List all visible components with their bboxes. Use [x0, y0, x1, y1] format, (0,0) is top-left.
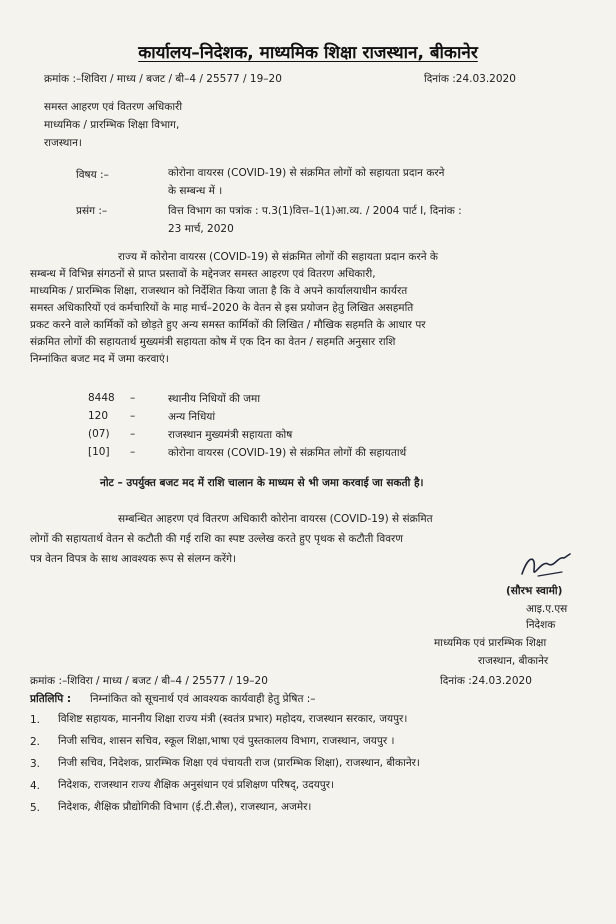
reference-line-2: 23 मार्च, 2020 — [168, 223, 234, 235]
copy-item-number: 5. — [30, 802, 41, 814]
copy-item-text: विशिष्ट सहायक, माननीय शिक्षा राज्य मंत्री (स्वतंत्र प्रभार) महोदय, राजस्थान सरकार, जयपुर। — [58, 713, 408, 725]
budget-dash: – — [130, 410, 136, 422]
copy-item-number: 2. — [30, 736, 41, 748]
signatory-place: राजस्थान, बीकानेर — [478, 655, 549, 667]
budget-text: राजस्थान मुख्यमंत्री सहायता कोष — [168, 429, 293, 441]
subject-line-1: कोरोना वायरस (COVID-19) से संक्रमित लोगों को सहायता प्रदान करने — [168, 167, 445, 179]
copy-reference-number: क्रमांक :–शिविरा / माध्य / बजट / बी–4 / 25577 / 19–20 — [30, 675, 268, 687]
reference-number: क्रमांक :–शिविरा / माध्य / बजट / बी–4 / 25577 / 19–20 — [44, 73, 282, 85]
reference-line-1: वित्त विभाग का पत्रांक : प.3(1)वित्त–1(1)आ.व्य. / 2004 पार्ट I, दिनांक : — [168, 205, 462, 217]
copy-item-number: 1. — [30, 714, 41, 726]
budget-code: [10] — [88, 446, 110, 458]
copy-item-text: निजी सचिव, निदेशक, प्रारम्भिक शिक्षा एवं पंचायती राज (प्रारम्भिक शिक्षा), राजस्थान, बीकानेर। — [58, 757, 420, 769]
signatory-office: माध्यमिक एवं प्रारम्भिक शिक्षा — [434, 637, 547, 649]
copy-item-text: निजी सचिव, शासन सचिव, स्कूल शिक्षा,भाषा एवं पुस्तकालय विभाग, राजस्थान, जयपुर । — [58, 735, 395, 747]
body-line-1: राज्य में कोरोना वायरस (COVID-19) से संक्रमित लोगों की सहायता प्रदान करने के — [118, 251, 438, 263]
copy-item-text: निदेशक, राजस्थान राज्य शैक्षिक अनुसंधान एवं प्रशिक्षण परिषद्, उदयपुर। — [58, 779, 335, 791]
body-line-7: निम्नांकित बजट मद में जमा करवाएं। — [30, 353, 169, 365]
signature-mark — [518, 550, 574, 582]
budget-text: अन्य निधियां — [168, 411, 216, 423]
budget-dash: – — [130, 392, 136, 404]
body-line-2: सम्बन्ध में विभिन्न संगठनों से प्राप्त प्रस्तावों के मद्देनजर समस्त आहरण एवं वितरण अधिकारी, — [30, 268, 376, 280]
recipient-line-2: माध्यमिक / प्रारम्भिक शिक्षा विभाग, — [44, 119, 180, 131]
budget-code: 8448 — [88, 392, 115, 404]
budget-text: कोरोना वायरस (COVID-19) से संक्रमित लोगों की सहायतार्थ — [168, 447, 407, 459]
note: नोट – उपर्युक्त बजट मद में राशि चालान के माध्यम से भी जमा करवाई जा सकती है। — [100, 477, 424, 489]
copy-item-text: निदेशक, शैक्षिक प्रौद्योगिकी विभाग (ई.टी.सैल), राजस्थान, अजमेर। — [58, 801, 312, 813]
copy-heading-label: प्रतिलिपि : — [30, 693, 72, 705]
budget-code: 120 — [88, 410, 109, 422]
reference-label: प्रसंग :– — [76, 205, 108, 217]
budget-dash: – — [130, 428, 136, 440]
closing-line-3: पत्र वेतन विपत्र के साथ आवश्यक रूप से संलग्न करेंगे। — [30, 553, 237, 565]
closing-line-2: लोगों की सहायतार्थ वेतन से कटौती की गई राशि का स्पष्ट उल्लेख करते हुए पृथक से कटौती विवरण — [30, 533, 403, 545]
closing-line-1: सम्बन्धित आहरण एवं वितरण अधिकारी कोरोना वायरस (COVID-19) से संक्रमित — [118, 513, 433, 525]
signatory-name: (सौरभ स्वामी) — [506, 585, 563, 597]
copy-date: दिनांक :24.03.2020 — [440, 675, 532, 687]
body-line-3: माध्यमिक / प्रारम्भिक शिक्षा, राजस्थान को निर्देशित किया जाता है कि वे अपने कार्यालयाधीन कार्यरत — [30, 285, 408, 297]
budget-code: (07) — [88, 428, 110, 440]
budget-text: स्थानीय निधियों की जमा — [168, 393, 261, 405]
recipient-line-1: समस्त आहरण एवं वितरण अधिकारी — [44, 101, 183, 113]
office-title: कार्यालय–निदेशक, माध्यमिक शिक्षा राजस्थान, बीकानेर — [138, 43, 478, 63]
body-line-5: प्रकट करने वाले कार्मिकों को छोड़ते हुए अन्य समस्त कार्मिकों की लिखित / मौखिक सहमति के आधार पर — [30, 319, 426, 331]
letter-date: दिनांक :24.03.2020 — [424, 73, 516, 85]
subject-label: विषय :– — [76, 169, 109, 181]
copy-heading-text: निम्नांकित को सूचनार्थ एवं आवश्यक कार्यवाही हेतु प्रेषित :– — [90, 693, 316, 705]
body-line-4: समस्त अधिकारियों एवं कर्मचारियों के माह मार्च–2020 के वेतन से इस प्रयोजन हेतु लिखित असहमति — [30, 302, 414, 314]
signatory-designation: निदेशक — [526, 619, 556, 631]
budget-dash: – — [130, 446, 136, 458]
subject-line-2: के सम्बन्ध में । — [168, 185, 223, 197]
recipient-line-3: राजस्थान। — [44, 137, 82, 149]
copy-item-number: 4. — [30, 780, 41, 792]
copy-item-number: 3. — [30, 758, 41, 770]
signatory-service: आइ.ए.एस — [526, 603, 568, 615]
body-line-6: संक्रमित लोगों की सहायतार्थ मुख्यमंत्री सहायता कोष में एक दिन का वेतन / सहमति अनुसार राशि — [30, 336, 396, 348]
